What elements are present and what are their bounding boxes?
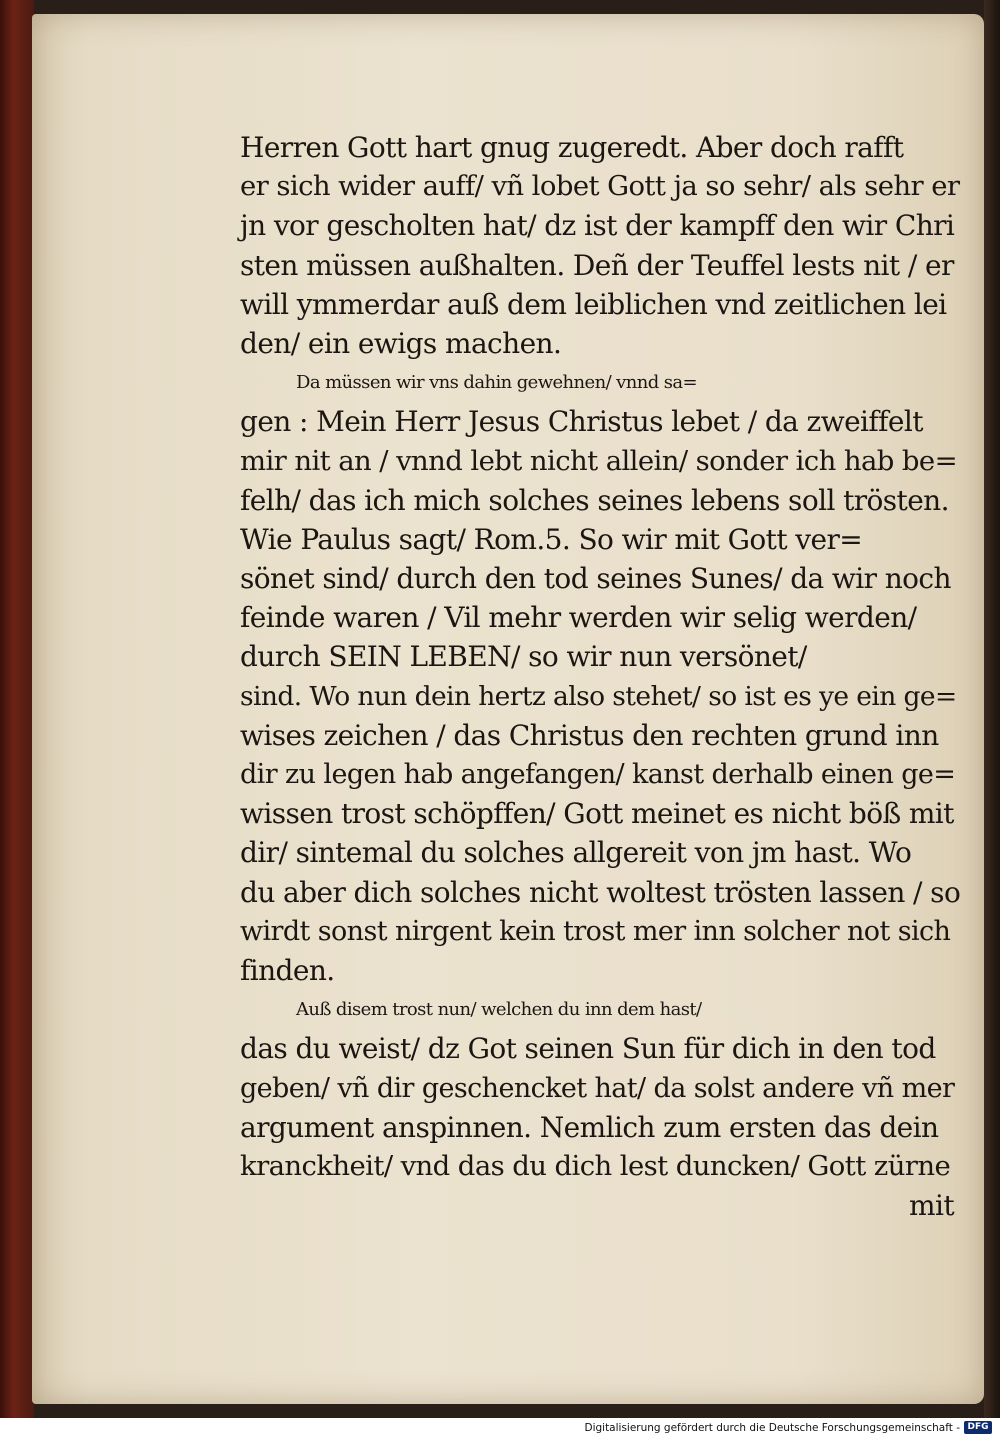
text-line: sind. Wo nun dein hertz also stehet/ so ist es ye ein ge= (240, 680, 957, 712)
text-line: finden. (240, 953, 335, 987)
text-line: durch SEIN LEBEN/ so wir nun versönet/ (240, 640, 807, 674)
paragraph-start-line: Auß disem trost nun/ welchen du inn dem hast/ (296, 999, 702, 1021)
paragraph-start-line: Da müssen wir vns dahin gewehnen/ vnnd sa= (296, 372, 698, 394)
text-line: den/ ein ewigs machen. (240, 326, 562, 360)
text-line: felh/ das ich mich solches seines lebens soll trösten. (240, 483, 949, 517)
text-line: sönet sind/ durch den tod seines Sunes/ da wir noch (240, 562, 951, 596)
text-line: wirdt sonst nirgent kein trost mer inn solcher not sich (240, 915, 951, 947)
text-line: dir/ sintemal du solches allgereit von jm hast. Wo (240, 836, 912, 870)
funding-notice: Digitalisierung gefördert durch die Deutsche Forschungsgemeinschaft - (584, 1422, 960, 1434)
text-line: er sich wider auff/ vñ lobet Gott ja so sehr/ als sehr er (240, 170, 960, 203)
text-line: dir zu legen hab angefangen/ kanst derhalb einen ge= (240, 759, 956, 790)
text-line: mir nit an / vnnd lebt nicht allein/ sonder ich hab be= (240, 444, 958, 477)
text-line: das du weist/ dz Got seinen Sun für dich in den tod (240, 1032, 936, 1066)
text-line: wises zeichen / das Christus den rechten grund inn (240, 718, 939, 752)
page-text (240, 128, 960, 1225)
text-line: wissen trost schöpffen/ Gott meinet es nicht böß mit (240, 797, 954, 831)
text-line: jn vor gescholten hat/ dz ist der kampff den wir Chri (240, 209, 955, 243)
dfg-logo: DFG (964, 1421, 992, 1434)
digitization-footer (0, 1418, 1000, 1440)
text-line: Wie Paulus sagt/ Rom.5. So wir mit Gott ver= (240, 522, 863, 556)
text-line: will ymmerdar auß dem leiblichen vnd zeitlichen lei (240, 287, 947, 321)
text-line: Herren Gott hart gnug zugeredt. Aber doch rafft (240, 131, 904, 164)
text-line: gen : Mein Herr Jesus Christus lebet / da zweiffelt (240, 405, 923, 439)
text-line: feinde waren / Vil mehr werden wir selig werden/ (240, 601, 917, 635)
book-binding-edge (0, 0, 34, 1418)
text-line: kranckheit/ vnd das du dich lest duncken/ Gott zürne (240, 1149, 951, 1182)
catchword: mit (909, 1189, 954, 1223)
text-line: sten müssen außhalten. Deñ der Teuffel lests nit / er (240, 248, 954, 282)
text-line: geben/ vñ dir geschencket hat/ da solst andere vñ mer (240, 1072, 955, 1104)
page-stack-edge (984, 0, 1000, 1418)
text-line: du aber dich solches nicht woltest trösten lassen / so (240, 875, 961, 909)
text-line: argument anspinnen. Nemlich zum ersten das dein (240, 1110, 939, 1144)
